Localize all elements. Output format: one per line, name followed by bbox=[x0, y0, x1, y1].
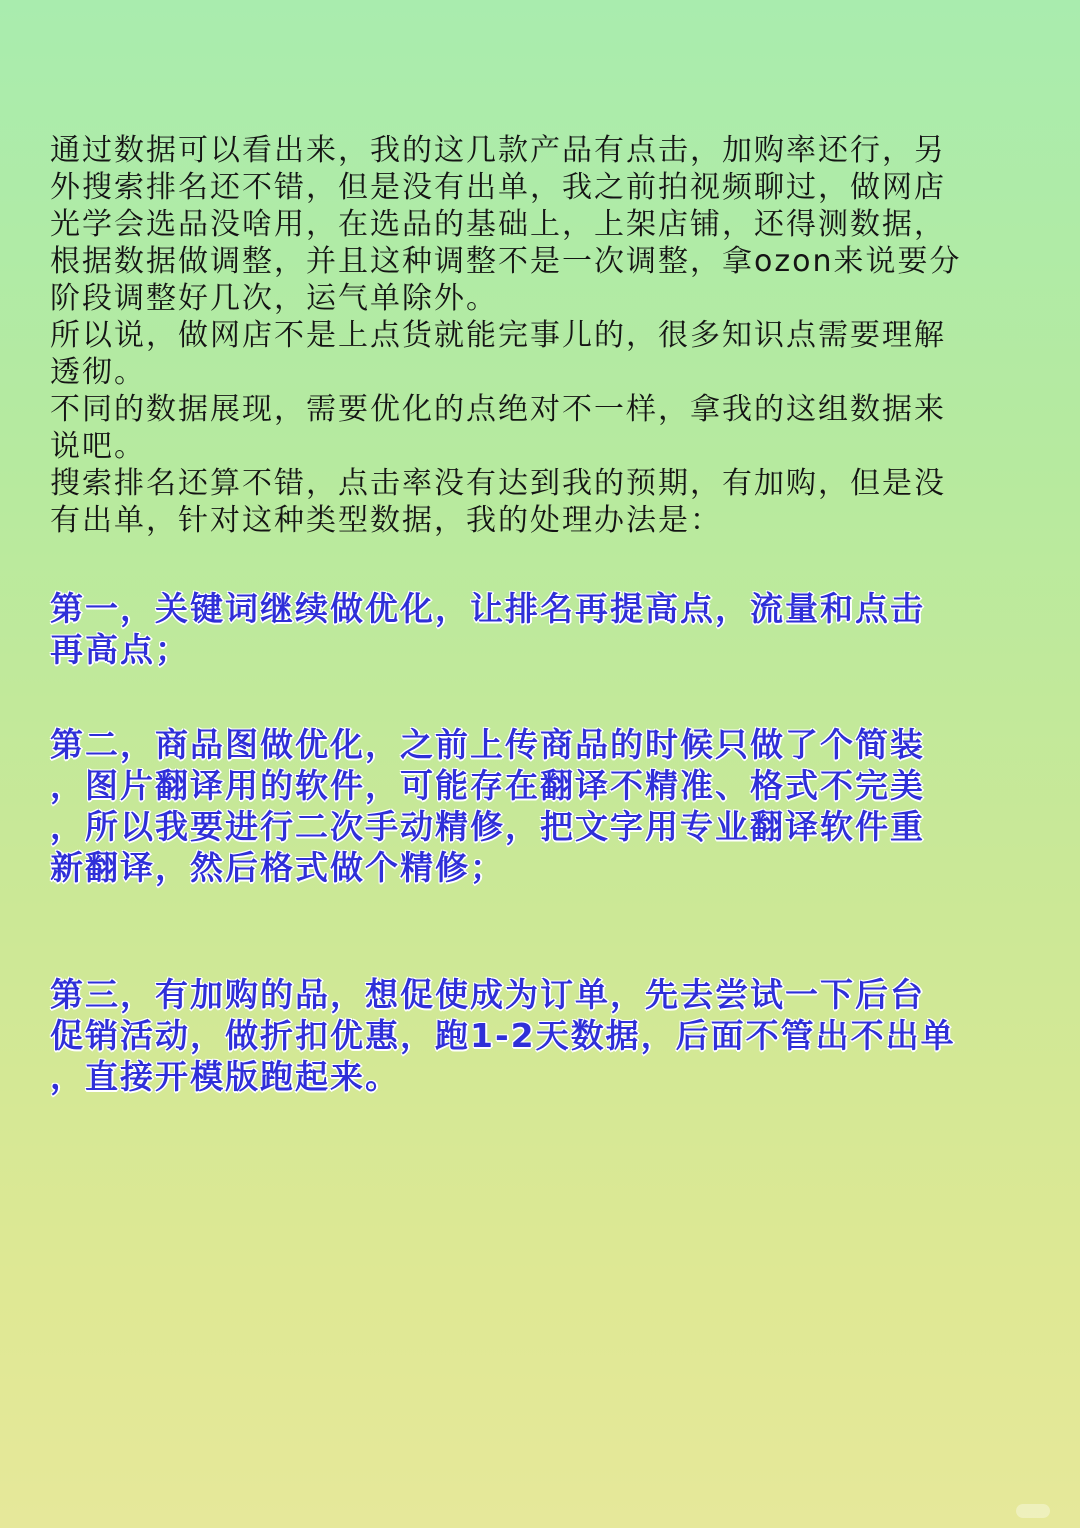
intro-paragraph-2: 所以说，做网店不是上点货就能完事儿的，很多知识点需要理解 透彻。 bbox=[50, 318, 946, 390]
point-one: 第一，关键词继续做优化，让排名再提高点，流量和点击 再高点； bbox=[50, 589, 925, 669]
intro-text-block bbox=[50, 132, 1035, 539]
intro-paragraph-3: 不同的数据展现，需要优化的点绝对不一样，拿我的这组数据来 说吧。 bbox=[50, 392, 946, 464]
point-two: 第二，商品图做优化，之前上传商品的时候只做了个简装 ，图片翻译用的软件，可能存在翻译不精准、格式不完美 ，所以我要进行二次手动精修，把文字用专业翻译软件重 新翻译，然后格式做个精修； bbox=[50, 725, 925, 887]
watermark-mark bbox=[1016, 1504, 1050, 1518]
intro-paragraph-4: 搜索排名还算不错，点击率没有达到我的预期，有加购，但是没 有出单，针对这种类型数据，我的处理办法是： bbox=[50, 466, 946, 538]
intro-paragraph-1: 通过数据可以看出来，我的这几款产品有点击，加购率还行，另 外搜索排名还不错，但是没有出单，我之前拍视频聊过，做网店 光学会选品没啥用，在选品的基础上，上架店铺，还得测数据， 根据数据做调整，并且这种调整不是一次调整，拿ozon来说要分 阶段调整好几次，运气单除外。 bbox=[50, 133, 962, 316]
point-three: 第三，有加购的品，想促使成为订单，先去尝试一下后台 促销活动，做折扣优惠，跑1-2天数据，后面不管出不出单 ，直接开模版跑起来。 bbox=[50, 975, 956, 1096]
